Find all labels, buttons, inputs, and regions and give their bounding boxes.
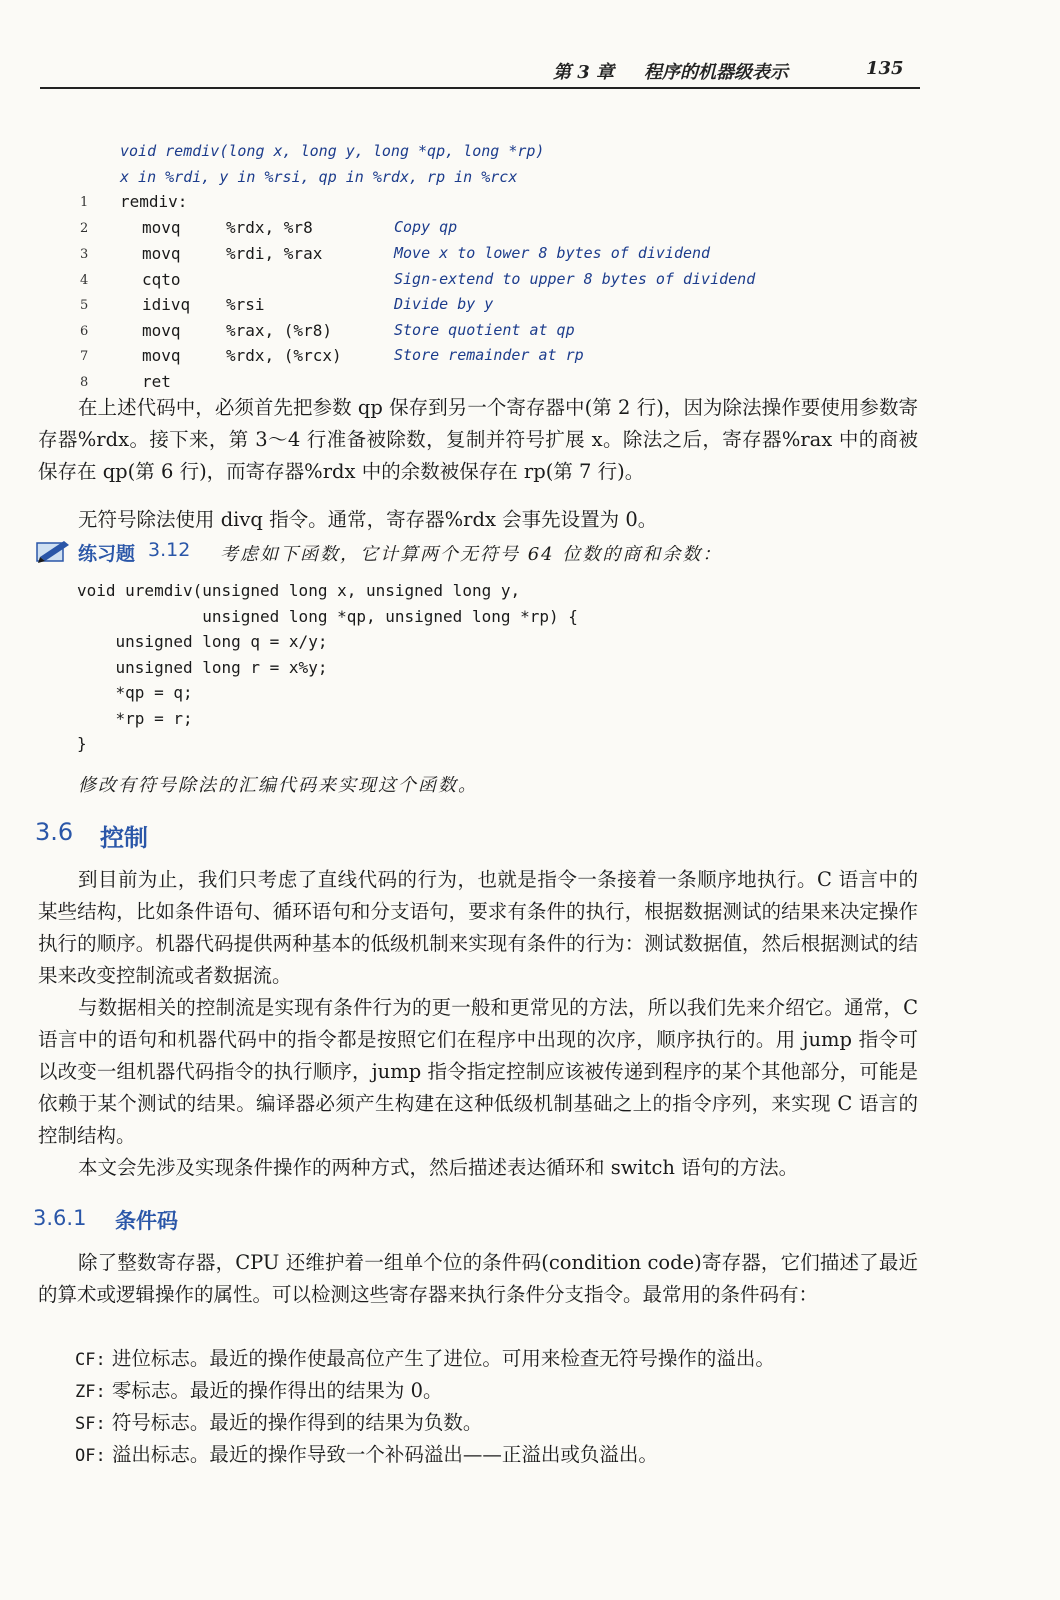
body-paragraph: 到目前为止，我们只考虑了直线代码的行为，也就是指令一条接着一条顺序地执行。C 语言中的某些结构，比如条件语句、循环语句和分支语句，要求有条件的执行，根据数据测试的结果来决定操作执行的顺序。机器代码提供两种基本的低级机制来实现有条件的行为：测试数据值，然后根据测试的结果来改变控制流或者数据流。 [38,868,918,987]
asm-register-note: x in %rdi, y in %rsi, qp in %rdx, rp in %rcx [120,168,518,186]
flag-item [75,1439,658,1472]
asm-line: 6 movq %rax, (%r8) Store quotient at qp [80,321,575,340]
exercise-task: 修改有符号除法的汇编代码来实现这个函数。 [78,775,478,796]
header-chapter: 第 3 章 [553,62,615,83]
exercise-pencil-icon [36,537,72,565]
flag-item [75,1375,443,1408]
flag-text: 零标志。最近的操作得出的结果为 0。 [111,1379,443,1402]
asm-prototype: void remdiv(long x, long y, long *qp, long *rp) [120,142,545,160]
body-paragraph: 在上述代码中，必须首先把参数 qp 保存到另一个寄存器中(第 2 行)，因为除法操作要使用参数寄存器%rdx。接下来，第 3～4 行准备被除数，复制并符号扩展 x。除法之后，寄存器%rax 中的商被保存在 qp(第 6 行)，而寄存器%rdx 中的余数被保存在 rp(第 7 行)。 [38,396,918,483]
exercise-label: 练习题 [78,543,136,565]
section-number: 3.6 [35,818,74,846]
flag-key: CF: [75,1350,106,1370]
flag-key: SF: [75,1414,106,1434]
flag-text: 溢出标志。最近的操作导致一个补码溢出——正溢出或负溢出。 [111,1443,658,1466]
subsection-number: 3.6.1 [33,1206,87,1230]
header-rule [40,87,920,89]
flag-item [75,1407,482,1440]
page-number: 135 [866,58,904,79]
flag-text: 进位标志。最近的操作使最高位产生了进位。可用来检查无符号操作的溢出。 [111,1347,775,1370]
asm-line: 7 movq %rdx, (%rcx) Store remainder at rp [80,346,584,365]
flag-text: 符号标志。最近的操作得到的结果为负数。 [111,1411,483,1434]
body-paragraph: 除了整数寄存器，CPU 还维护着一组单个位的条件码(condition code)寄存器，它们描述了最近的算术或逻辑操作的属性。可以检测这些寄存器来执行条件分支指令。最常用的条件码有： [38,1251,918,1306]
asm-line: 2 movq %rdx, %r8 Copy qp [80,218,458,237]
asm-line: 8 ret [80,372,171,391]
body-paragraph: 与数据相关的控制流是实现有条件行为的更一般和更常见的方法，所以我们先来介绍它。通常，C 语言中的语句和机器代码中的指令都是按照它们在程序中出现的次序，顺序执行的。用 jump 指令可以改变一组机器代码指令的执行顺序，jump 指令指定控制应该被传递到程序的某个其他部分，可能是依赖于某个测试的结果。编译器必须产生构建在这种低级机制基础之上的指令序列，来实现 C 语言的控制结构。 [38,996,918,1147]
flag-key: ZF: [75,1382,106,1402]
exercise-number: 3.12 [148,539,191,561]
exercise-code: void uremdiv(unsigned long x, unsigned long y, unsigned long *qp, unsigned long *rp) { unsigned long q = x/y; unsigned long r = x%y; *qp = q; *rp = r; } [77,581,578,753]
subsection-title: 条件码 [115,1209,178,1233]
body-paragraph: 无符号除法使用 divq 指令。通常，寄存器%rdx 会事先设置为 0。 [78,508,658,531]
header-title: 程序的机器级表示 [644,62,788,83]
flag-item [75,1343,775,1376]
asm-line: 3 movq %rdi, %rax Move x to lower 8 bytes of dividend [80,244,711,263]
asm-line: 1 remdiv: [80,192,188,211]
asm-line: 5 idivq %rsi Divide by y [80,295,494,314]
body-paragraph: 本文会先涉及实现条件操作的两种方式，然后描述表达循环和 switch 语句的方法。 [78,1156,799,1179]
exercise-prompt: 考虑如下函数，它计算两个无符号 64 位数的商和余数： [220,544,723,565]
flag-key: OF: [75,1446,106,1466]
section-title: 控制 [100,824,148,852]
asm-line: 4 cqto Sign-extend to upper 8 bytes of dividend [80,270,756,289]
